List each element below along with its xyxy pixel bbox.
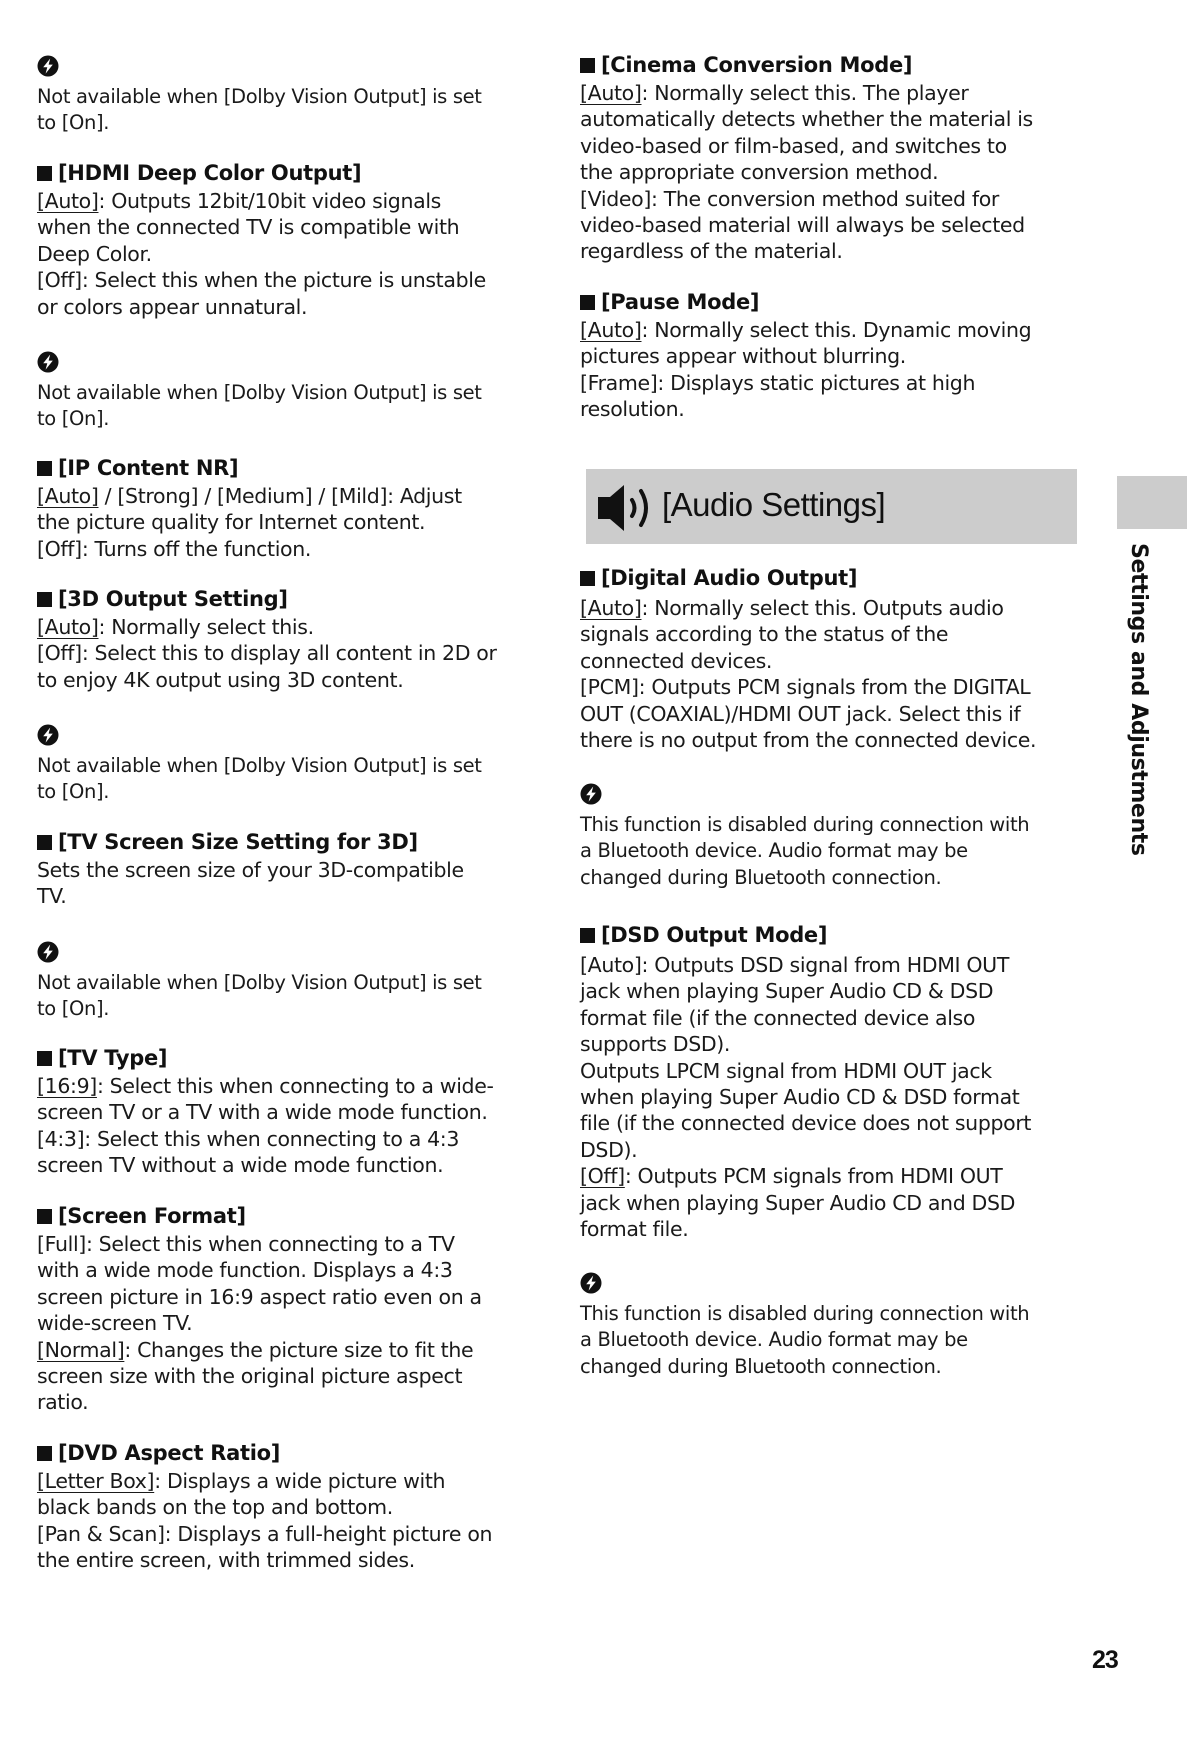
bullet-square-icon: [37, 592, 52, 607]
default-option: [16:9]: [37, 1074, 97, 1098]
bullet-square-icon: [37, 1051, 52, 1066]
section-heading: [Digital Audio Output]: [580, 565, 1075, 591]
note-bluetooth-1: This function is disabled during connection with a Bluetooth device. Audio format may be changed during Bluetooth connection.: [580, 813, 1030, 889]
note-dolby-3: Not available when [Dolby Vision Output] is set to [On].: [37, 754, 482, 804]
bullet-square-icon: [580, 58, 595, 73]
section-heading: [TV Type]: [37, 1045, 537, 1071]
page-number: 23: [1092, 1646, 1118, 1674]
note-bolt-icon: [37, 724, 59, 746]
section-digital-audio-output: [Digital Audio Output] [Auto]: Normally select this. Outputs audio signals according to the status of the connected devices. [PCM]: Outputs PCM signals from the DIGITAL OUT (COAXIAL)/HDMI OUT jack. Select this if there is no output from the connected device.: [580, 565, 1075, 753]
section-heading: [3D Output Setting]: [37, 586, 537, 612]
default-option: [Off]: [580, 1164, 625, 1189]
note-dolby-2: Not available when [Dolby Vision Output] is set to [On].: [37, 381, 482, 431]
section-hdmi-deep-color: [HDMI Deep Color Output] [Auto]: Outputs 12bit/10bit video signals when the connected TV is compatible with Deep Color. [Off]: Select this when the picture is unstable or colors appear unnatural.: [37, 160, 537, 320]
section-screen-format: [Screen Format] [Full]: Select this when connecting to a TV with a wide mode function. Displays a 4:3 screen picture in 16:9 aspect ratio even on a wide-screen TV. [Normal]: Changes the picture size to fit the screen size with the original picture aspect ratio.: [37, 1203, 537, 1416]
default-option: [Auto]: [37, 484, 99, 508]
note-bolt-icon: [580, 1272, 602, 1294]
audio-settings-banner: [586, 469, 1077, 544]
default-option: [Auto]: [37, 189, 99, 213]
note-bluetooth-2: This function is disabled during connection with a Bluetooth device. Audio format may be changed during Bluetooth connection.: [580, 1302, 1030, 1378]
note-line: Not available when [Dolby Vision Output] is set: [37, 85, 482, 108]
speaker-icon: [598, 483, 656, 533]
chapter-tab: [1117, 476, 1187, 529]
default-option: [Auto]: [580, 318, 642, 342]
section-ip-content-nr: [IP Content NR] [Auto] / [Strong] / [Medium] / [Mild]: Adjust the picture quality for Internet content. [Off]: Turns off the function.: [37, 455, 537, 562]
bullet-square-icon: [580, 295, 595, 310]
section-heading: [Screen Format]: [37, 1203, 537, 1229]
default-option: [Letter Box]: [37, 1469, 155, 1493]
default-option: [Auto]: [580, 596, 642, 620]
note-dolby-1: [37, 84, 537, 137]
default-option: [Auto]: [580, 81, 642, 105]
note-bolt-icon: [580, 783, 602, 805]
bullet-square-icon: [37, 1446, 52, 1461]
section-dvd-aspect-ratio: [DVD Aspect Ratio] [Letter Box]: Displays a wide picture with black bands on the top and bottom. [Pan & Scan]: Displays a full-height picture on the entire screen, with trimmed sides.: [37, 1440, 537, 1574]
section-heading: [IP Content NR]: [37, 455, 537, 481]
note-bolt-icon: [37, 941, 59, 963]
section-heading: [HDMI Deep Color Output]: [37, 160, 537, 186]
bullet-square-icon: [37, 1209, 52, 1224]
banner-title: [Audio Settings]: [662, 486, 886, 523]
note-line: to [On].: [37, 111, 110, 135]
section-tv-type: [TV Type] [16:9]: Select this when connecting to a wide- screen TV or a TV with a wide mode function. [4:3]: Select this when connecting to a 4:3 screen TV without a wide mode function.: [37, 1045, 537, 1179]
bullet-square-icon: [37, 166, 52, 181]
note-dolby-4: Not available when [Dolby Vision Output] is set to [On].: [37, 971, 482, 1021]
note-bolt-icon: [37, 351, 59, 373]
section-dsd-output-mode: [DSD Output Mode] [Auto]: Outputs DSD signal from HDMI OUT jack when playing Super Audio CD & DSD format file (if the connected device also supports DSD). Outputs LPCM signal from HDMI OUT jack when playing Super Audio CD & DSD format file (if the connected device does not support DSD). [Off]: Outputs PCM signals from HDMI OUT jack when playing Super Audio CD and DSD format file.: [580, 922, 1075, 1242]
section-heading: [DSD Output Mode]: [580, 922, 1075, 948]
section-cinema-conversion: [Cinema Conversion Mode] [Auto]: Normally select this. The player automatically detects whether the material is video-based or film-based, and switches to the appropriate conversion method. [Video]: The conversion method suited for video-based material will always be selected regardless of the material.: [580, 52, 1075, 265]
bullet-square-icon: [580, 571, 595, 586]
section-heading: [TV Screen Size Setting for 3D]: [37, 829, 537, 855]
bullet-square-icon: [37, 461, 52, 476]
chapter-label: Settings and Adjustments: [1126, 543, 1151, 856]
section-tv-screen-size-3d: [TV Screen Size Setting for 3D] Sets the screen size of your 3D-compatible TV.: [37, 829, 537, 910]
section-heading: [DVD Aspect Ratio]: [37, 1440, 537, 1466]
section-heading: [Cinema Conversion Mode]: [580, 52, 1075, 78]
default-option: [Auto]: [37, 615, 99, 639]
section-3d-output: [3D Output Setting] [Auto]: Normally select this. [Off]: Select this to display all content in 2D or to enjoy 4K output using 3D content.: [37, 586, 537, 693]
bullet-square-icon: [37, 835, 52, 850]
note-bolt-icon: [37, 55, 59, 77]
section-heading: [Pause Mode]: [580, 289, 1075, 315]
default-option: [Normal]: [37, 1337, 125, 1362]
bullet-square-icon: [580, 928, 595, 943]
section-pause-mode: [Pause Mode] [Auto]: Normally select this. Dynamic moving pictures appear without blurring. [Frame]: Displays static pictures at high resolution.: [580, 289, 1075, 423]
